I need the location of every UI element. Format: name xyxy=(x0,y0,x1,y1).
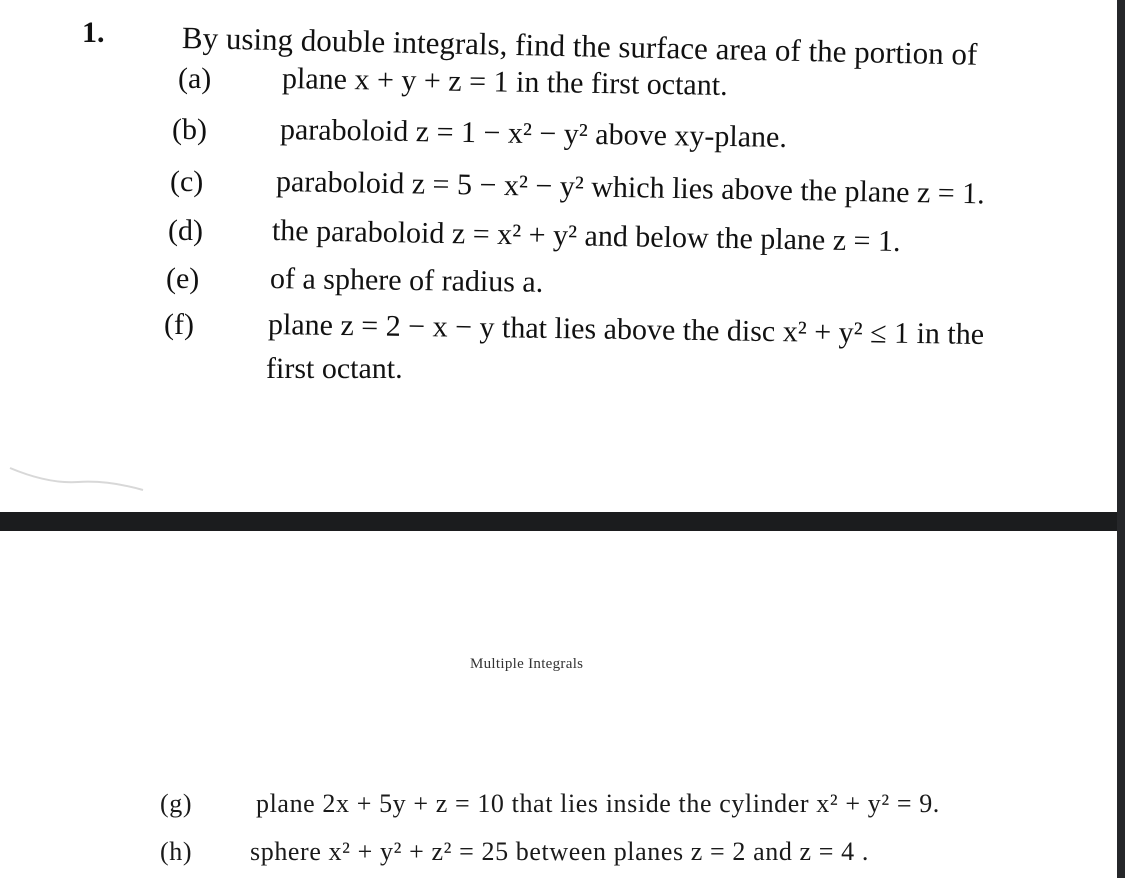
item-c-label: (c) xyxy=(170,165,204,198)
item-h-label: (h) xyxy=(160,837,193,866)
page-bottom xyxy=(0,531,1117,878)
item-e-label: (e) xyxy=(166,262,200,295)
item-h-text: sphere x² + y² + z² = 25 between planes z = 2 and z = 4 . xyxy=(250,837,869,866)
item-f-label: (f) xyxy=(164,308,194,341)
item-f-continuation: first octant. xyxy=(266,352,403,385)
item-d-label: (d) xyxy=(168,214,203,247)
item-g-label: (g) xyxy=(160,789,193,818)
item-a-text: plane x + y + z = 1 in the first octant. xyxy=(281,62,728,102)
item-b-label: (b) xyxy=(172,113,207,146)
item-d-text: the paraboloid z = x² + y² and below the plane z = 1. xyxy=(271,214,901,258)
item-e-text: of a sphere of radius a. xyxy=(269,262,544,299)
item-c-text: paraboloid z = 5 − x² − y² which lies above the plane z = 1. xyxy=(275,165,986,211)
dark-edge xyxy=(1117,0,1125,878)
scan-smudge xyxy=(8,462,148,502)
item-a-label: (a) xyxy=(178,62,212,95)
item-b-text: paraboloid z = 1 − x² − y² above xy-plane. xyxy=(279,113,788,154)
running-header: Multiple Integrals xyxy=(470,656,584,672)
item-g-text: plane 2x + 5y + z = 10 that lies inside the cylinder x² + y² = 9. xyxy=(256,789,940,818)
question-stem: By using double integrals, find the surface area of the portion of xyxy=(181,20,978,72)
question-number: 1. xyxy=(82,16,105,49)
item-f-text: plane z = 2 − x − y that lies above the disc x² + y² ≤ 1 in the xyxy=(267,308,985,351)
